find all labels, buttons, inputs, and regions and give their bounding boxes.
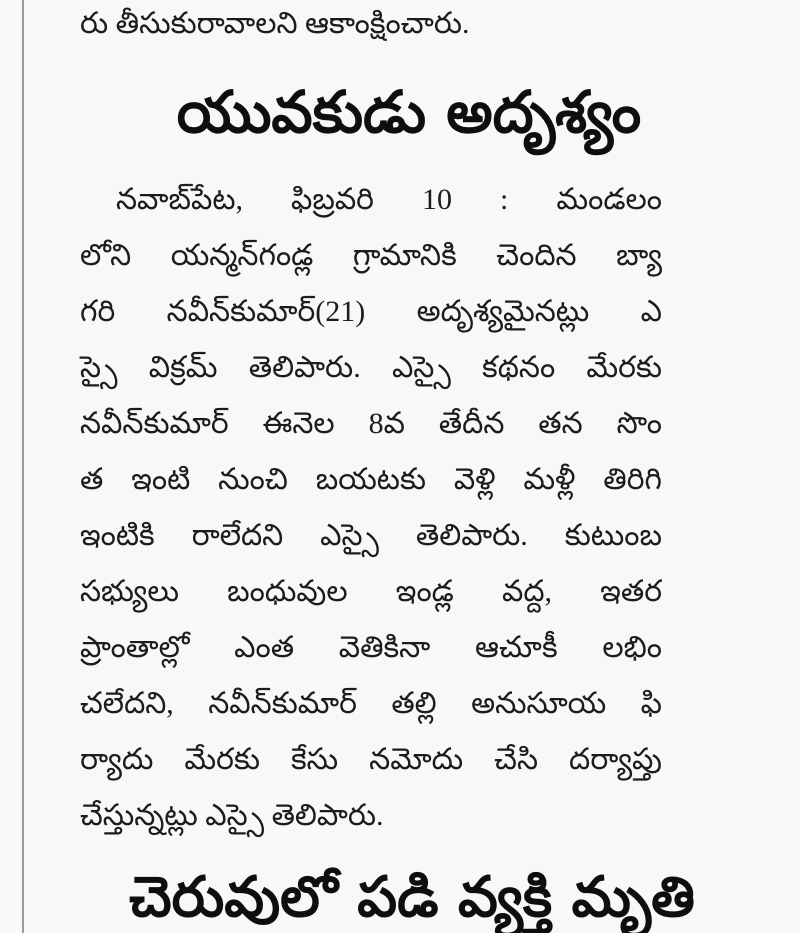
article-line: ర్యాదు మేరకు కేసు నమోదు చేసి దర్యాప్తు	[80, 743, 662, 776]
article-line: ఇంటికి రాలేదని ఎస్సై తెలిపారు. కుటుంబ	[80, 519, 662, 552]
article-line: నవీన్‌కుమార్ ఈనెల 8వ తేదీన తన సొం	[80, 407, 662, 440]
article-line: సభ్యులు బంధువుల ఇండ్ల వద్ద, ఇతర	[80, 575, 662, 608]
article-body	[80, 172, 662, 844]
article-line: ప్రాంతాల్లో ఎంత వెతికినా ఆచూకీ లభిం	[80, 631, 662, 664]
article-line: చేస్తున్నట్లు ఎస్సై తెలిపారు.	[80, 799, 384, 832]
article-line: స్సై విక్రమ్ తెలిపారు. ఎస్సై కథనం మేరకు	[80, 351, 662, 384]
next-article-headline: చెరువులో పడి వ్యక్తి మృతి	[129, 865, 695, 930]
article-line: లోని యన్మన్‌గండ్ల గ్రామానికి చెందిన బ్యా	[80, 239, 662, 272]
article-line: త ఇంటి నుంచి బయటకు వెళ్లి మళ్లీ తిరిగి	[80, 463, 662, 496]
article-line: చలేదని, నవీన్‌కుమార్ తల్లి అనుసూయ ఫి	[80, 687, 662, 720]
article-headline: యువకుడు అదృశ్యం	[176, 78, 642, 146]
article-line: నవాబ్‌పేట, ఫిబ్రవరి 10 : మండలం	[116, 183, 662, 216]
previous-article-closing-line: రు తీసుకురావాలని ఆకాంక్షించారు.	[80, 7, 470, 40]
article-line: గరి నవీన్‌కుమార్(21) అదృశ్యమైనట్లు ఎ	[80, 295, 662, 328]
